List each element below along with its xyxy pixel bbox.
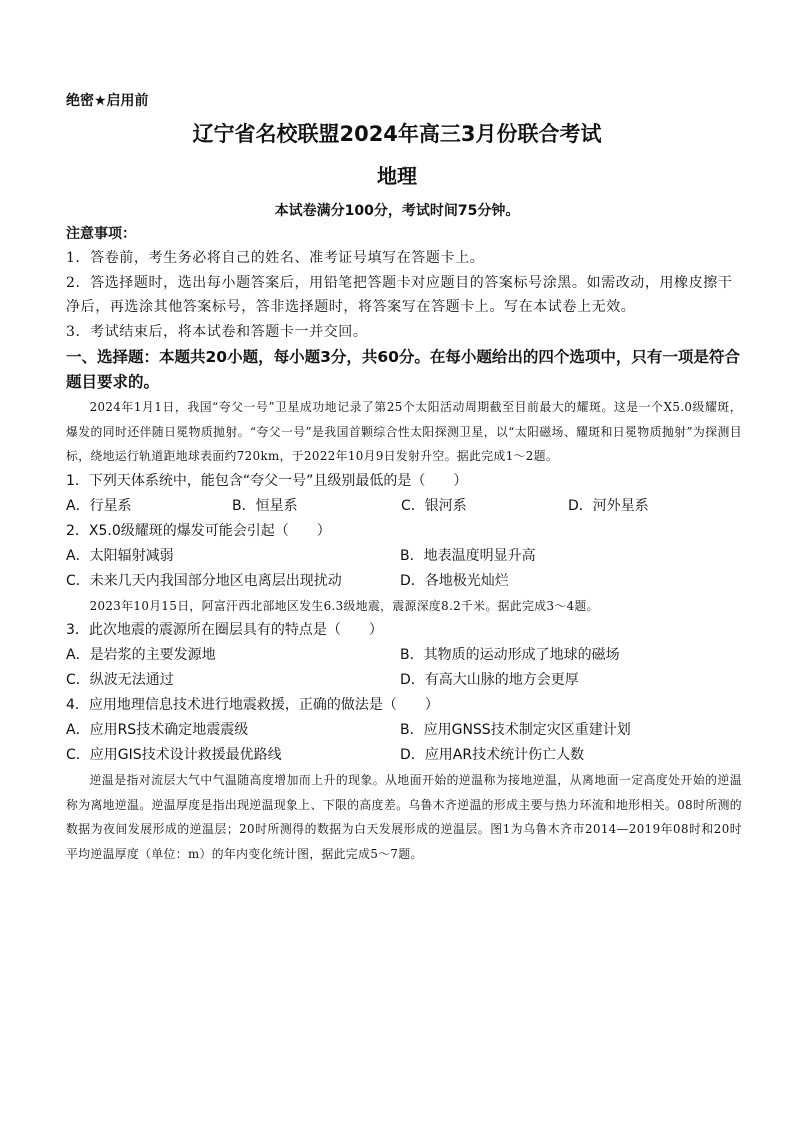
material-passage-1: 2024年1月1日，我国“夸父一号”卫星成功地记录了第25个太阳活动周期截至目前最大的耀斑。这是一个X5.0级耀斑，爆发的同时还伴随日冕物质抛射。“夸父一号”是我国首颗综合性太阳探测卫星，以“太阳磁场、耀斑和日冕物质抛射”为探测目标，绕地运行轨道距地球表面约720km，于2022年10月9日发射升空。据此完成1～2题。 [66, 400, 742, 463]
option-b: B．其物质的运动形成了地球的磁场 [400, 647, 620, 663]
notice-item-3: 3．考试结束后，将本试卷和答题卡一并交回。 [66, 323, 368, 340]
question-3 [66, 618, 742, 693]
option-list [66, 544, 742, 594]
exam-title: 辽宁省名校联盟2024年高三3月份联合考试 [192, 122, 602, 146]
notice-block [66, 222, 742, 344]
option-list [66, 718, 742, 768]
question-stem: 2．X5.0级耀斑的爆发可能会引起（ ） [66, 522, 331, 539]
option-c: C．纵波无法通过 [66, 672, 174, 688]
option-a: A．应用RS技术确定地震震级 [66, 722, 249, 738]
option-b: B．恒星系 [232, 497, 298, 514]
material-passage-3: 逆温是指对流层大气中气温随高度增加而上升的现象。从地面开始的逆温称为接地逆温，从离地面一定高度处开始的逆温称为离地逆温。逆温厚度是指出现逆温现象上、下限的高度差。乌鲁木齐逆温的形成主要与热力环流和地形相关。08时所测的数据为夜间发展形成的逆温层；20时所测得的数据为白天发展形成的逆温层。图1为乌鲁木齐市2014—2019年08时和20时平均逆温厚度（单位：m）的年内变化统计图，据此完成5～7题。 [66, 773, 742, 861]
exam-content [66, 222, 742, 866]
question-4 [66, 693, 742, 768]
option-a: A．行星系 [66, 497, 132, 514]
question-stem: 1．下列天体系统中，能包含“夸父一号”且级别最低的是（ ） [66, 472, 468, 489]
option-b: B．应用GNSS技术制定灾区重建计划 [400, 722, 631, 738]
option-list [66, 643, 742, 693]
option-d: D．应用AR技术统计伤亡人数 [400, 747, 585, 763]
option-list [66, 494, 742, 519]
option-c: C．应用GIS技术设计救援最优路线 [66, 747, 282, 763]
notice-item-2: 2．答选择题时，选出每小题答案后，用铅笔把答题卡对应题目的答案标号涂黑。如需改动，用橡皮擦干净后，再选涂其他答案标号，答非选择题时，将答案写在答题卡上。写在本试卷上无效。 [66, 274, 733, 315]
option-c: C．未来几天内我国部分地区电离层出现扰动 [66, 572, 342, 589]
question-2 [66, 519, 742, 594]
option-d: D．有高大山脉的地方会更厚 [400, 672, 579, 688]
exam-info: 本试卷满分100分，考试时间75分钟。 [274, 203, 520, 219]
option-a: A．是岩浆的主要发源地 [66, 647, 216, 663]
option-d: D．河外星系 [568, 497, 649, 514]
option-d: D．各地极光灿烂 [400, 572, 509, 589]
notice-heading: 注意事项： [66, 226, 136, 242]
subject-title: 地理 [377, 164, 417, 188]
material-passage-2: 2023年10月15日，阿富汗西北部地区发生6.3级地震，震源深度8.2千米。据此完成3～4题。 [89, 598, 599, 613]
option-c: C．银河系 [401, 497, 467, 514]
notice-item-1: 1．答卷前，考生务必将自己的姓名、准考证号填写在答题卡上。 [66, 250, 485, 266]
option-b: B．地表温度明显升高 [400, 547, 536, 564]
secret-mark: 绝密★启用前 [66, 93, 149, 109]
question-stem: 3．此次地震的震源所在圈层具有的特点是（ ） [66, 622, 383, 638]
question-stem: 4．应用地理信息技术进行地震救援，正确的做法是（ ） [66, 697, 439, 713]
question-1 [66, 469, 742, 519]
option-a: A．太阳辐射减弱 [66, 547, 174, 564]
section-heading: 一、选择题：本题共20小题，每小题3分，共60分。在每小题给出的四个选项中，只有一项是符合题目要求的。 [66, 348, 740, 391]
